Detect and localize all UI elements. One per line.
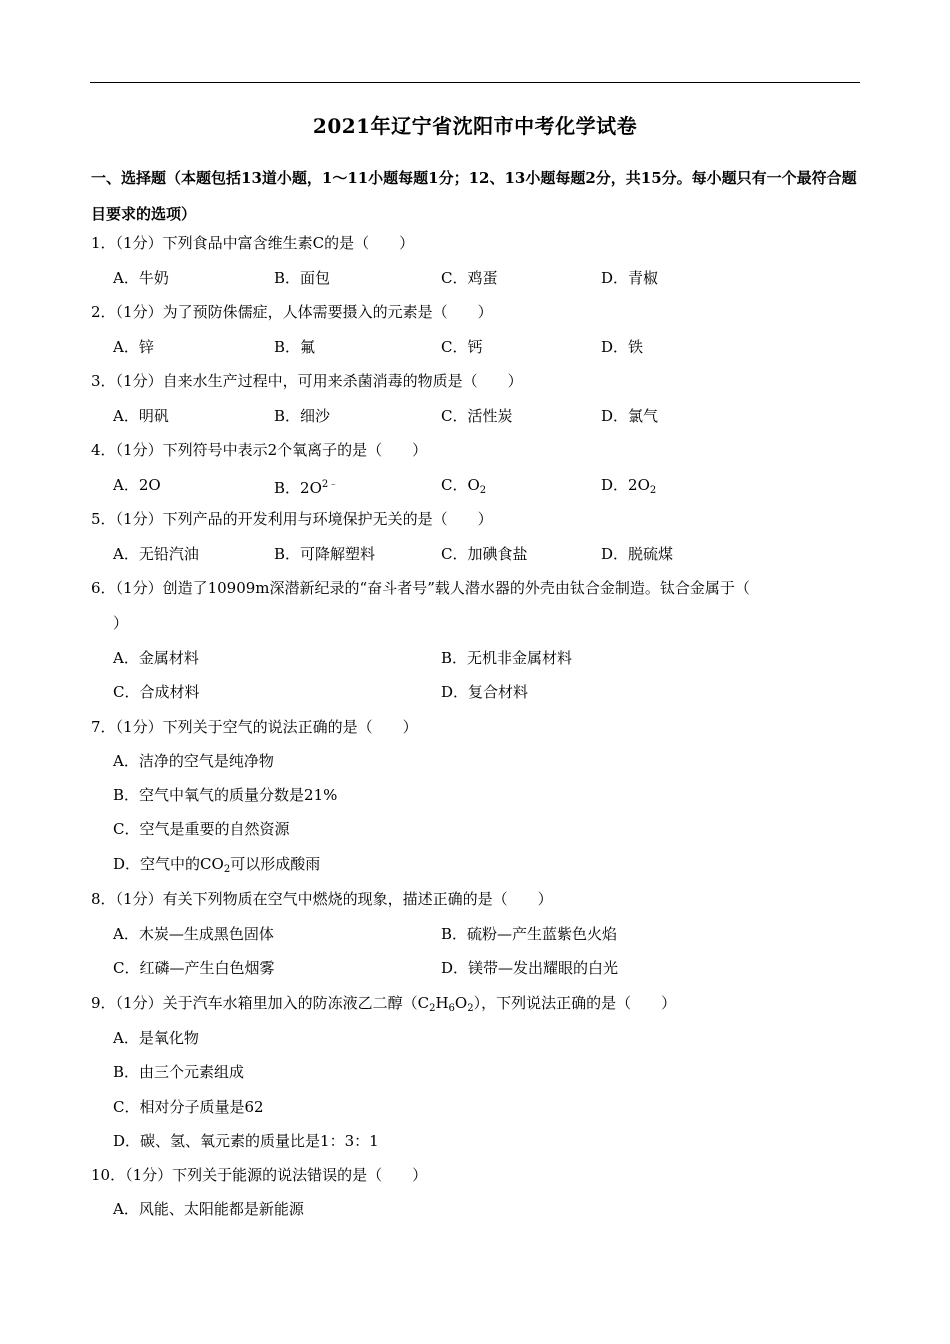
question-6-continuation: ）	[113, 614, 129, 632]
q5-option-c[interactable]: C．加碘食盐	[441, 545, 528, 563]
q4-option-b-charge: 2﹣	[321, 479, 339, 490]
question-5: 5．（1分）下列产品的开发利用与环境保护无关的是（ ）	[91, 510, 493, 528]
q8-option-b[interactable]: B．硫粉—产生蓝紫色火焰	[441, 925, 618, 943]
q9-h: H	[435, 994, 449, 1012]
q9-sub-h: 6	[448, 1003, 455, 1014]
q9-option-b[interactable]: B．由三个元素组成	[113, 1063, 245, 1081]
q1-option-a[interactable]: A．牛奶	[113, 269, 169, 287]
q7-option-a[interactable]: A．洁净的空气是纯净物	[113, 752, 274, 770]
q2-option-c[interactable]: C．钙	[441, 338, 483, 356]
q4-option-d-text: D．2O	[601, 476, 650, 494]
question-2: 2．（1分）为了预防侏儒症，人体需要摄入的元素是（ ）	[91, 303, 493, 321]
q8-option-a[interactable]: A．木炭—生成黑色固体	[113, 925, 274, 943]
q9-text-b: ），下列说法正确的是（ ）	[473, 994, 677, 1012]
q7-option-d[interactable]	[113, 854, 320, 880]
header-rule	[90, 82, 860, 83]
question-6: 6．（1分）创造了10909m深潜新纪录的“奋斗者号”载人潜水器的外壳由钛合金制造。钛合金属于（	[91, 579, 750, 597]
q2-option-d[interactable]: D．铁	[601, 338, 644, 356]
q4-option-b-text: B．2O	[274, 479, 322, 497]
question-10: 10．（1分）下列关于能源的说法错误的是（ ）	[91, 1166, 428, 1184]
q3-option-d[interactable]: D．氯气	[601, 407, 659, 425]
q9-sub-o: 2	[467, 1003, 474, 1014]
question-1: 1．（1分）下列食品中富含维生素C的是（ ）	[91, 234, 415, 252]
q4-option-c-text: C．O	[441, 476, 480, 494]
q1-option-d[interactable]: D．青椒	[601, 269, 659, 287]
q4-option-a[interactable]: A．2O	[113, 476, 161, 494]
section-header: 一、选择题（本题包括13道小题，1～11小题每题1分；12、13小题每题2分，共15分。每小题只有一个最符合题目要求的选项）	[91, 169, 857, 223]
q6-option-c[interactable]: C．合成材料	[113, 683, 200, 701]
q3-option-b[interactable]: B．细沙	[274, 407, 331, 425]
q9-text-a: 9．（1分）关于汽车水箱里加入的防冻液乙二醇（C	[91, 994, 430, 1012]
q8-option-c[interactable]: C．红磷—产生白色烟雾	[113, 959, 275, 977]
q5-option-d[interactable]: D．脱硫煤	[601, 545, 674, 563]
question-7: 7．（1分）下列关于空气的说法正确的是（ ）	[91, 718, 418, 736]
q8-option-d[interactable]: D．镁带—发出耀眼的白光	[441, 959, 619, 977]
q9-option-c[interactable]: C．相对分子质量是62	[113, 1098, 264, 1116]
q5-option-b[interactable]: B．可降解塑料	[274, 545, 376, 563]
q1-option-b[interactable]: B．面包	[274, 269, 331, 287]
q5-option-a[interactable]: A．无铅汽油	[113, 545, 199, 563]
q6-option-b[interactable]: B．无机非金属材料	[441, 649, 573, 667]
q7-option-c[interactable]: C．空气是重要的自然资源	[113, 820, 290, 838]
q4-option-b[interactable]	[274, 475, 338, 498]
q9-o: O	[454, 994, 468, 1012]
question-8: 8．（1分）有关下列物质在空气中燃烧的现象，描述正确的是（ ）	[91, 890, 553, 908]
q2-option-a[interactable]: A．锌	[113, 338, 154, 356]
q4-option-d[interactable]	[601, 475, 656, 501]
q7-option-d-tail: 可以形成酸雨	[230, 855, 321, 873]
q2-option-b[interactable]: B．氟	[274, 338, 316, 356]
question-3: 3．（1分）自来水生产过程中，可用来杀菌消毒的物质是（ ）	[91, 372, 523, 390]
q4-option-c-subscript: 2	[479, 485, 487, 496]
question-4: 4．（1分）下列符号中表示2个氧离子的是（ ）	[91, 441, 428, 459]
q9-option-a[interactable]: A．是氧化物	[113, 1029, 199, 1047]
q6-option-a[interactable]: A．金属材料	[113, 649, 199, 667]
page-title: 2021年辽宁省沈阳市中考化学试卷	[312, 114, 638, 138]
q1-option-c[interactable]: C．鸡蛋	[441, 269, 498, 287]
q7-option-b[interactable]: B．空气中氧气的质量分数是21%	[113, 786, 338, 804]
q9-option-d[interactable]: D．碳、氢、氧元素的质量比是1：3：1	[113, 1132, 379, 1150]
q4-option-d-subscript: 2	[649, 485, 657, 496]
q9-sub-c: 2	[429, 1003, 436, 1014]
q3-option-a[interactable]: A．明矾	[113, 407, 169, 425]
q7-option-d-subscript: 2	[223, 864, 231, 875]
q6-option-d[interactable]: D．复合材料	[441, 683, 529, 701]
q3-option-c[interactable]: C．活性炭	[441, 407, 513, 425]
q7-option-d-text: D．空气中的CO	[113, 855, 224, 873]
question-9	[91, 993, 866, 1019]
q4-option-c[interactable]	[441, 475, 486, 501]
q10-option-a[interactable]: A．风能、太阳能都是新能源	[113, 1200, 304, 1218]
